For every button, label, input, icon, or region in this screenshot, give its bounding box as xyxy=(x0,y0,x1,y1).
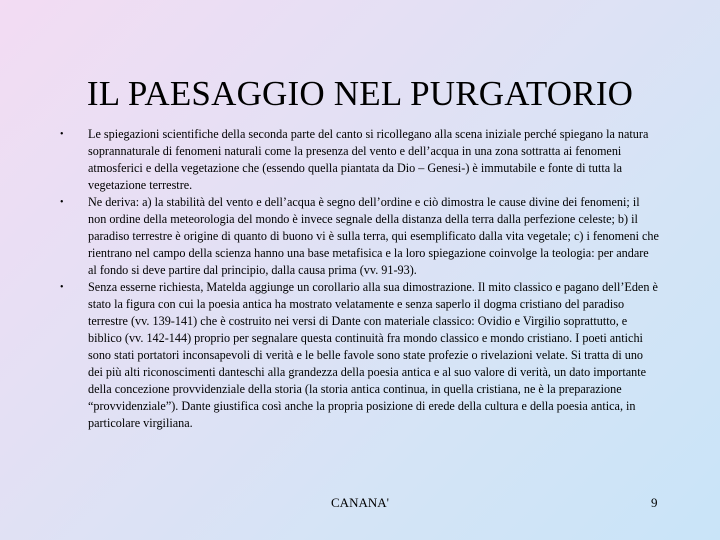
bullet-icon: • xyxy=(60,282,64,293)
bullet-icon: • xyxy=(60,129,64,140)
bullet-item xyxy=(60,194,660,279)
bullet-icon: • xyxy=(60,197,64,208)
bullet-text: Le spiegazioni scientifiche della seconda parte del canto si ricollegano alla scena iniziale perché spiegano la natura soprannaturale di fenomeni naturali come la presenza del vento e dell’acqua in una zona sottratta ai fenomeni atmosferici e della vegetazione che (essendo quella piantata da Dio – Genesi-) è immutabile e fonte di tutta la vegetazione terrestre. xyxy=(88,127,649,192)
bullet-item xyxy=(60,279,660,432)
page-number: 9 xyxy=(651,495,658,510)
bullet-text: Ne deriva: a) la stabilità del vento e dell’acqua è segno dell’ordine e ciò dimostra le cause divine dei fenomeni; il non ordine della meteorologia del mondo è invece segnale della distanza della terra dalla perfezione celeste; b) il paradiso terrestre è origine di quanto di buono vi è sulla terra, qui esemplificato dalla vita vegetale; c) i fenomeni che rientrano nel campo della scienza hanno una base metafisica e la loro spiegazione coinvolge la teologia: per andare al fondo si deve partire dal principio, dalla causa prima (vv. 91-93). xyxy=(88,195,659,277)
bullet-item xyxy=(60,126,660,194)
slide-footer: CANANA' xyxy=(331,495,389,510)
bullet-list xyxy=(60,126,660,432)
bullet-text: Senza esserne richiesta, Matelda aggiunge un corollario alla sua dimostrazione. Il mito classico e pagano dell’Eden è stato la figura con cui la poesia antica ha mostrato velatamente e senza saperlo il dogma cristiano del paradiso terrestre (vv. 139-141) che è costruito nei versi di Dante con materiale classico: Ovidio e Virgilio soprattutto, e biblico (vv. 142-144) proprio per segnalare questa continuità fra mondo classico e mondo cristiano. I poeti antichi sono stati portatori inconsapevoli di verità e le belle favole sono state profezie o rivelazioni velate. Si tratta di uno dei più alti riconoscimenti danteschi alla grandezza della poesia antica e al suo valore di verità, un dato importante della concezione provvidenziale della storia (la storia antica continua, in quella cristiana, ne è la preparazione “provvidenziale”). Dante giustifica così anche la propria posizione di erede della cultura e della poesia antica, in particolare virgiliana. xyxy=(88,280,658,430)
slide-title: IL PAESAGGIO NEL PURGATORIO xyxy=(86,74,634,113)
